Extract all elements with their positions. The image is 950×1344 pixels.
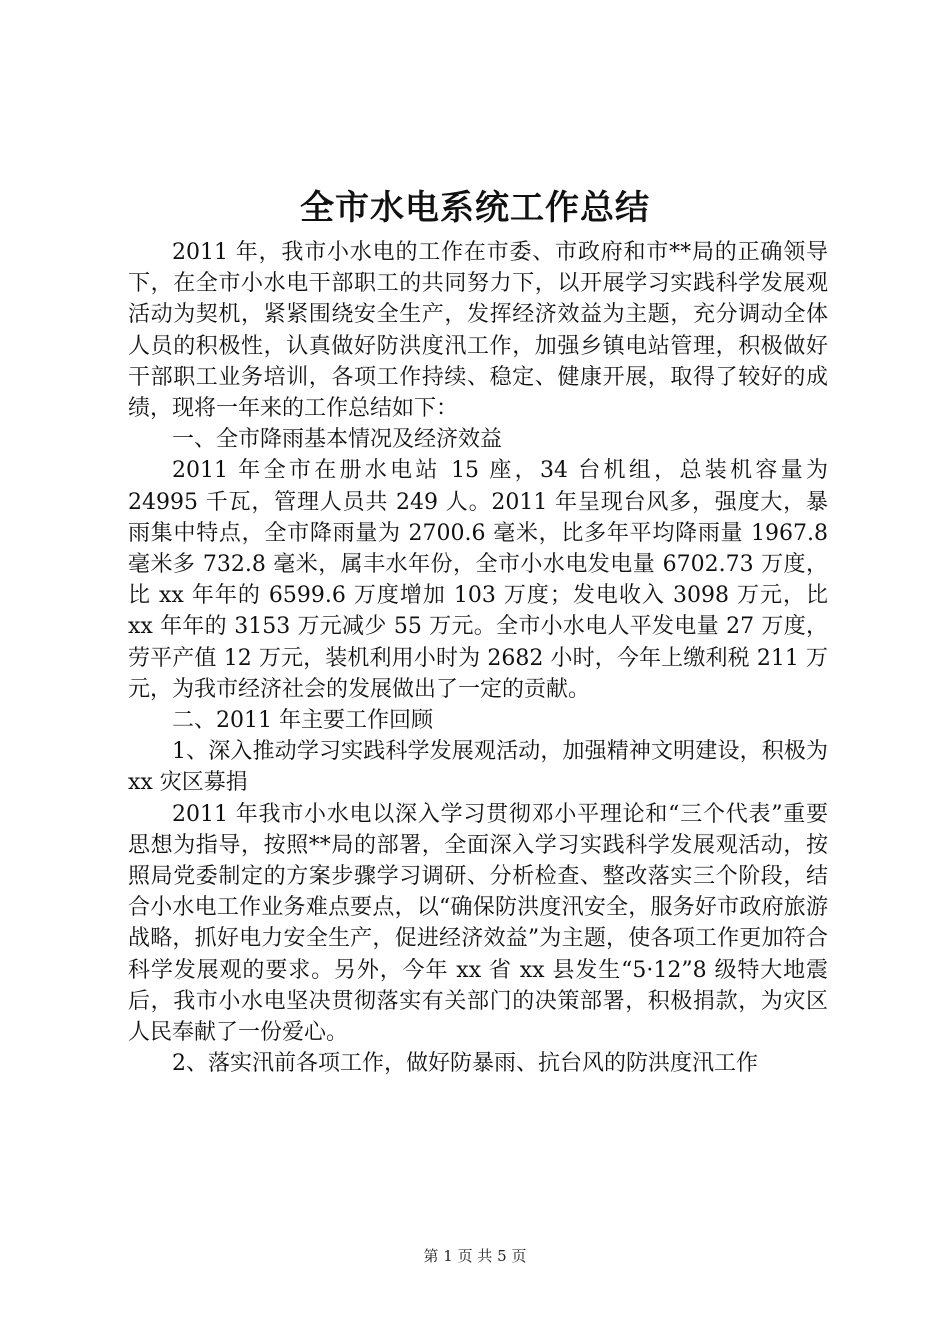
section-heading-2: 二、2011 年主要工作回顾 bbox=[172, 708, 433, 734]
page-number: 第 1 页 共 5 页 bbox=[423, 1247, 527, 1265]
paragraph-intro: 2011 年，我市小水电的工作在市委、市政府和市**局的正确领导下，在全市小水电干部职工的共同努力下，以开展学习实践科学发展观活动为契机，紧紧围绕安全生产，发挥经济效益为主题，充分调动全体人员的积极性，认真做好防洪度汛工作，加强乡镇电站管理，积极做好干部职工业务培训，各项工作持续、稳定、健康开展，取得了较好的成绩，现将一年来的工作总结如下： bbox=[128, 240, 828, 422]
paragraph-rainfall-stats: 2011 年全市在册水电站 15 座，34 台机组，总装机容量为 24995 千瓦，管理人员共 249 人。2011 年呈现台风多，强度大，暴雨集中特点，全市降雨量为 2700.6 毫米，比多年平均降雨量 1967.8 毫米多 732.8 毫米，属丰水年份，全市小水电发电量 6702.73 万度，比 xx 年年的 6599.6 万度增加 103 万度；发电收入 3098 万元，比 xx 年年的 3153 万元减少 55 万元。全市小水电人平发电量 27 万度，劳平产值 12 万元，装机利用小时为 2682 小时，今年上缴利税 211 万元，为我市经济社会的发展做出了一定的贡献。 bbox=[128, 458, 828, 702]
subsection-heading-1: 1、深入推动学习实践科学发展观活动，加强精神文明建设，积极为 xx 灾区募捐 bbox=[128, 739, 828, 796]
document-body bbox=[128, 237, 828, 1079]
paragraph-study-activity: 2011 年我市小水电以深入学习贯彻邓小平理论和“三个代表”重要思想为指导，按照**局的部署，全面深入学习实践科学发展观活动，按照局党委制定的方案步骤学习调研、分析检查、整改落实三个阶段，结合小水电工作业务难点要点，以“确保防洪度汛安全，服务好市政府旅游战略，抓好电力安全生产，促进经济效益”为主题，使各项工作更加符合科学发展观的要求。另外，今年 xx 省 xx 县发生“5·12”8 级特大地震后，我市小水电坚决贯彻落实有关部门的决策部署，积极捐款，为灾区人民奉献了一份爱心。 bbox=[128, 801, 828, 1046]
document-title: 全市水电系统工作总结 bbox=[300, 188, 650, 228]
subsection-heading-2: 2、落实汛前各项工作，做好防暴雨、抗台风的防洪度汛工作 bbox=[172, 1051, 758, 1077]
section-heading-1: 一、全市降雨基本情况及经济效益 bbox=[172, 427, 503, 453]
